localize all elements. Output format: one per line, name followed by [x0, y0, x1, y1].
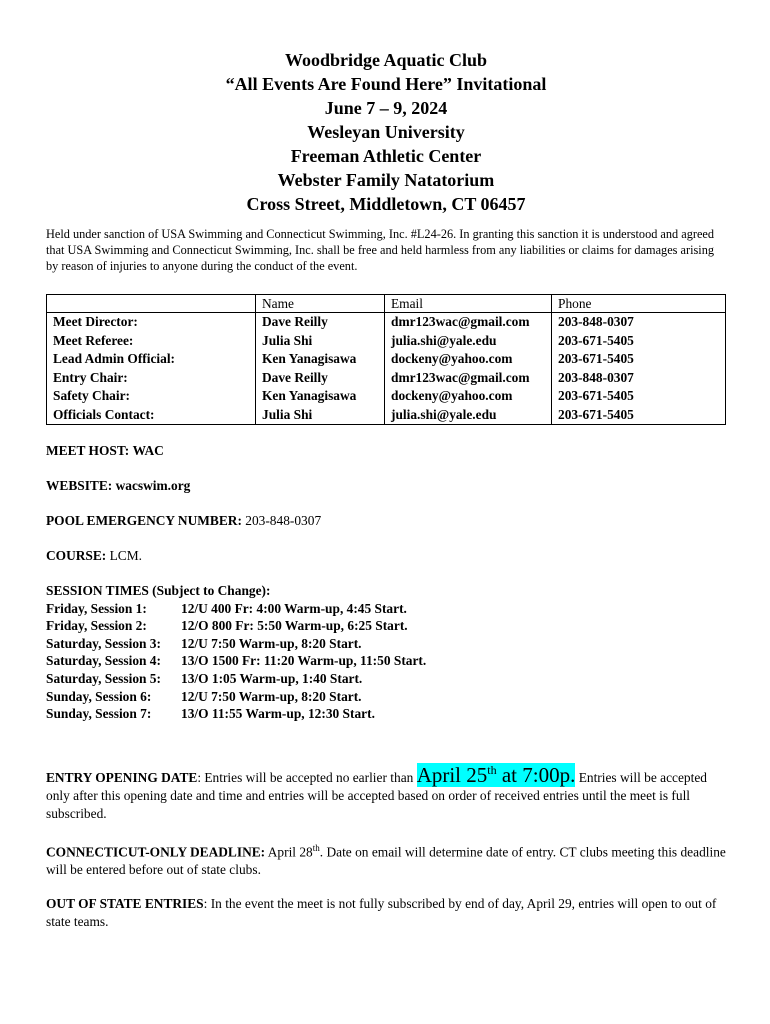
- entry-opening-label: ENTRY OPENING DATE: [46, 769, 198, 785]
- entry-opening-rest: Entries will be accepted only after this opening date and time and entries will be accepted based on order of received entries until the meet is full subscribed.: [46, 769, 707, 821]
- venue-center: Freeman Athletic Center: [290, 146, 482, 166]
- officials-table-row: [47, 295, 726, 313]
- session-name: Friday, Session 2:: [46, 618, 147, 634]
- out-of-state-rest: : In the event the meet is not fully subscribed by end of day, April 29, entries will open to out of state teams.: [46, 896, 717, 930]
- meet-host-label: MEET HOST:: [46, 443, 130, 458]
- session-row: [46, 705, 726, 723]
- role-label: Lead Admin Official:: [53, 351, 176, 366]
- official-email: dockeny@yahoo.com: [391, 351, 513, 366]
- session-name: Sunday, Session 6:: [46, 688, 152, 704]
- officials-table-row: [47, 313, 726, 425]
- official-email: julia.shi@yale.edu: [391, 332, 497, 348]
- session-row: [46, 670, 726, 688]
- session-detail: 13/O 11:55 Warm-up, 12:30 Start.: [181, 706, 375, 722]
- phone-header: Phone: [552, 295, 726, 313]
- phone-column: [552, 313, 726, 425]
- website-line: [46, 477, 726, 495]
- session-row: [46, 688, 726, 706]
- session-row: [46, 635, 726, 653]
- venue-natatorium: Webster Family Natatorium: [277, 170, 495, 190]
- website-label: WEBSITE:: [46, 478, 113, 493]
- ct-deadline-sup: th: [312, 842, 320, 853]
- official-phone: 203-671-5405: [558, 332, 634, 348]
- official-name: Ken Yanagisawa: [262, 351, 357, 366]
- role-label: Meet Referee:: [53, 332, 134, 348]
- session-name: Saturday, Session 4:: [46, 653, 161, 669]
- website-value: wacswim.org: [115, 478, 191, 493]
- club-name: Woodbridge Aquatic Club: [284, 50, 488, 70]
- official-email: dockeny@yahoo.com: [391, 388, 513, 403]
- session-name: Sunday, Session 7:: [46, 706, 152, 722]
- meet-dates: June 7 – 9, 2024: [324, 98, 448, 118]
- session-name: Saturday, Session 3:: [46, 635, 161, 651]
- ct-deadline-date: April 28: [265, 844, 313, 860]
- venue-address: Cross Street, Middletown, CT 06457: [246, 194, 526, 214]
- session-detail: 13/O 1500 Fr: 11:20 Warm-up, 11:50 Start.: [181, 653, 427, 669]
- session-row: [46, 600, 726, 618]
- role-label: Officials Contact:: [53, 406, 155, 422]
- session-detail: 12/U 7:50 Warm-up, 8:20 Start.: [181, 688, 362, 704]
- role-column: [47, 313, 256, 425]
- email-column: [385, 313, 552, 425]
- session-row: [46, 617, 726, 635]
- session-times: [46, 582, 726, 723]
- course-value: LCM.: [109, 548, 142, 563]
- entry-opening-highlight: [417, 763, 576, 787]
- role-header-cell: [47, 295, 256, 313]
- ct-deadline-paragraph: [46, 839, 726, 879]
- meet-name: “All Events Are Found Here” Invitational: [225, 74, 547, 94]
- email-header: Email: [385, 295, 552, 313]
- meet-title-block: [46, 48, 726, 216]
- role-label: Entry Chair:: [53, 369, 128, 385]
- role-label: Safety Chair:: [53, 388, 130, 403]
- meet-host-line: [46, 442, 726, 460]
- venue-university: Wesleyan University: [307, 122, 465, 142]
- session-name: Friday, Session 1:: [46, 600, 147, 616]
- session-name: Saturday, Session 5:: [46, 670, 161, 686]
- official-phone: 203-671-5405: [558, 388, 634, 403]
- official-name: Julia Shi: [262, 332, 313, 348]
- session-detail: 12/U 400 Fr: 4:00 Warm-up, 4:45 Start.: [181, 600, 407, 616]
- pool-emergency-line: [46, 512, 726, 530]
- meet-host-value: WAC: [132, 443, 164, 458]
- pool-emergency-value: 203-848-0307: [245, 513, 322, 528]
- course-label: COURSE:: [46, 548, 107, 563]
- document-page: [46, 48, 726, 931]
- official-email: dmr123wac@gmail.com: [391, 314, 530, 329]
- official-name: Dave Reilly: [262, 314, 328, 329]
- session-detail: 12/O 800 Fr: 5:50 Warm-up, 6:25 Start.: [181, 618, 408, 634]
- officials-table: [46, 294, 726, 425]
- entry-opening-paragraph: [46, 759, 726, 823]
- out-of-state-label: OUT OF STATE ENTRIES: [46, 896, 204, 912]
- highlight-sup: th: [487, 762, 497, 777]
- session-times-heading: SESSION TIMES (Subject to Change):: [46, 583, 271, 598]
- official-phone: 203-671-5405: [558, 406, 634, 422]
- out-of-state-paragraph: [46, 895, 726, 931]
- official-name: Ken Yanagisawa: [262, 388, 357, 403]
- name-header: Name: [256, 295, 385, 313]
- entry-opening-intro: : Entries will be accepted no earlier than: [197, 769, 417, 785]
- ct-deadline-rest: . Date on email will determine date of entry. CT clubs meeting this deadline will be entered before out of state clubs.: [46, 844, 726, 878]
- highlight-time: at 7:00p.: [496, 762, 576, 787]
- official-phone: 203-671-5405: [558, 351, 634, 366]
- official-phone: 203-848-0307: [558, 314, 634, 329]
- ct-deadline-label: CONNECTICUT-ONLY DEADLINE:: [46, 844, 266, 860]
- session-detail: 12/U 7:50 Warm-up, 8:20 Start.: [181, 635, 362, 651]
- pool-emergency-label: POOL EMERGENCY NUMBER:: [46, 513, 242, 528]
- official-email: julia.shi@yale.edu: [391, 406, 497, 422]
- official-phone: 203-848-0307: [558, 369, 634, 385]
- session-row: [46, 652, 726, 670]
- course-line: [46, 547, 726, 565]
- official-name: Julia Shi: [262, 406, 313, 422]
- role-label: Meet Director:: [53, 314, 138, 329]
- session-detail: 13/O 1:05 Warm-up, 1:40 Start.: [181, 670, 363, 686]
- official-email: dmr123wac@gmail.com: [391, 369, 530, 385]
- name-column: [256, 313, 385, 425]
- official-name: Dave Reilly: [262, 369, 328, 385]
- sanction-statement: Held under sanction of USA Swimming and Connecticut Swimming, Inc. #L24-26. In granting this sanction it is understood and agreed that USA Swimming and Connecticut Swimming, Inc. shall be free and held harmless from any liabilities or claims for damages arising by reason of injuries to anyone during the conduct of the event.: [46, 227, 715, 273]
- highlight-date: April 25: [416, 762, 488, 787]
